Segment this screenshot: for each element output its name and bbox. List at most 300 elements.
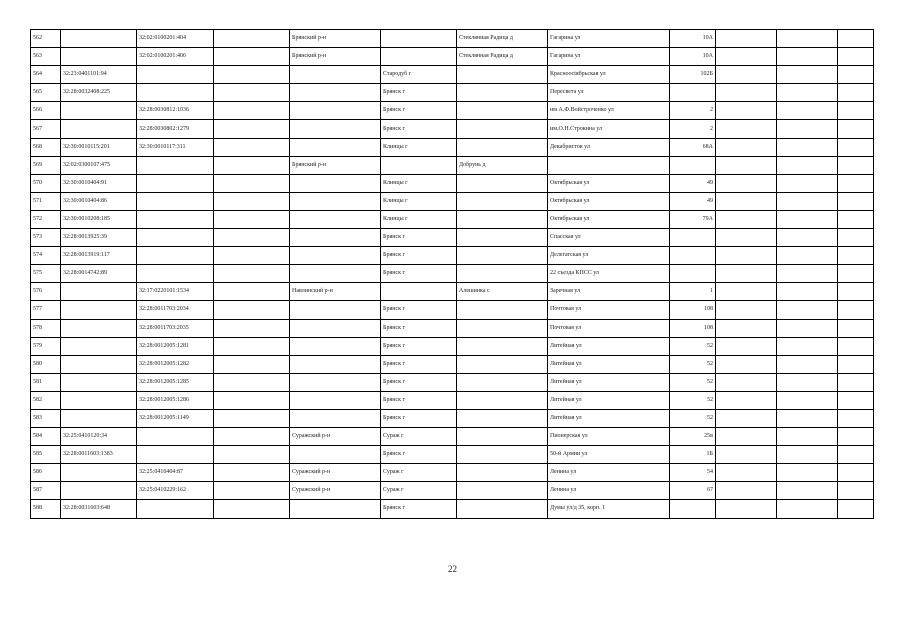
table-row [31, 48, 874, 66]
settlement-cell [457, 174, 548, 192]
blank-col-cell [214, 464, 290, 482]
cadastral-number-cell [61, 373, 137, 391]
row-number-cell: 569 [31, 156, 61, 174]
city-cell: Клинцы г [381, 192, 457, 210]
settlement-cell [457, 102, 548, 120]
extra-col-3-cell [838, 210, 874, 228]
street-cell: Литейная ул [548, 391, 670, 409]
extra-col-1-cell [716, 247, 777, 265]
street-cell: Спасская ул [548, 229, 670, 247]
district-cell [290, 192, 381, 210]
extra-col-1-cell [716, 30, 777, 48]
table-row [31, 355, 874, 373]
extra-col-2-cell [777, 446, 838, 464]
blank-col-cell [214, 210, 290, 228]
table-row [31, 138, 874, 156]
cadastral-number-cell: 32:28:0013919:117 [61, 247, 137, 265]
extra-col-2-cell [777, 355, 838, 373]
row-number-cell: 566 [31, 102, 61, 120]
blank-col-cell [214, 48, 290, 66]
extra-col-2-cell [777, 373, 838, 391]
house-number-cell: 2 [670, 102, 716, 120]
settlement-cell [457, 229, 548, 247]
city-cell: Брянск г [381, 500, 457, 518]
house-number-cell: 49 [670, 192, 716, 210]
cadastral-number-cell [61, 30, 137, 48]
blank-col-cell [214, 174, 290, 192]
row-number-cell: 567 [31, 120, 61, 138]
district-cell [290, 409, 381, 427]
district-cell [290, 229, 381, 247]
blank-col-cell [214, 283, 290, 301]
row-number-cell: 582 [31, 391, 61, 409]
blank-col-cell [214, 500, 290, 518]
city-cell: Брянск г [381, 229, 457, 247]
extra-col-2-cell [777, 210, 838, 228]
table-row [31, 30, 874, 48]
house-number-cell: 2 [670, 120, 716, 138]
row-number-cell: 576 [31, 283, 61, 301]
house-number-cell: 25в [670, 428, 716, 446]
blank-col-cell [214, 428, 290, 446]
settlement-cell [457, 337, 548, 355]
district-cell [290, 84, 381, 102]
house-number-cell [670, 84, 716, 102]
extra-col-2-cell [777, 102, 838, 120]
table-row [31, 120, 874, 138]
extra-col-3-cell [838, 247, 874, 265]
extra-col-3-cell [838, 409, 874, 427]
blank-col-cell [214, 337, 290, 355]
settlement-cell [457, 391, 548, 409]
extra-col-2-cell [777, 229, 838, 247]
blank-col-cell [214, 373, 290, 391]
district-cell [290, 337, 381, 355]
house-number-cell: 52 [670, 337, 716, 355]
street-cell: Красноoctябрьская ул [548, 66, 670, 84]
extra-col-2-cell [777, 48, 838, 66]
house-number-cell: 52 [670, 355, 716, 373]
settlement-cell [457, 319, 548, 337]
cadastral-number-alt-cell: 32:28:0012005:1281 [137, 337, 214, 355]
extra-col-2-cell [777, 337, 838, 355]
house-number-cell: 52 [670, 409, 716, 427]
extra-col-2-cell [777, 120, 838, 138]
city-cell: Брянск г [381, 120, 457, 138]
page-number: 22 [448, 564, 457, 574]
house-number-cell: 54 [670, 464, 716, 482]
extra-col-3-cell [838, 229, 874, 247]
district-cell [290, 355, 381, 373]
settlement-cell [457, 500, 548, 518]
street-cell: Литейная ул [548, 337, 670, 355]
extra-col-1-cell [716, 66, 777, 84]
city-cell [381, 156, 457, 174]
table-row [31, 391, 874, 409]
cadastral-number-alt-cell: 32:28:0012005:1286 [137, 391, 214, 409]
district-cell: Суражский р-н [290, 464, 381, 482]
cadastral-number-alt-cell [137, 247, 214, 265]
cadastral-number-cell [61, 391, 137, 409]
street-cell: Пионерская ул [548, 428, 670, 446]
extra-col-1-cell [716, 210, 777, 228]
district-cell [290, 120, 381, 138]
settlement-cell [457, 482, 548, 500]
city-cell: Брянск г [381, 247, 457, 265]
cadastral-number-cell: 32:30:0010404:86 [61, 192, 137, 210]
district-cell [290, 102, 381, 120]
cadastral-number-alt-cell: 32:28:0030812:1036 [137, 102, 214, 120]
extra-col-1-cell [716, 156, 777, 174]
street-cell: Литейная ул [548, 355, 670, 373]
city-cell: Брянск г [381, 337, 457, 355]
cadastral-number-cell [61, 120, 137, 138]
extra-col-3-cell [838, 482, 874, 500]
district-cell [290, 210, 381, 228]
settlement-cell: Алешинка с [457, 283, 548, 301]
cadastral-number-cell [61, 337, 137, 355]
district-cell [290, 66, 381, 84]
table-row [31, 464, 874, 482]
city-cell: Стародуб г [381, 66, 457, 84]
cadastral-number-cell: 32:02:0300107:475 [61, 156, 137, 174]
extra-col-3-cell [838, 500, 874, 518]
table-row [31, 192, 874, 210]
table-row [31, 84, 874, 102]
extra-col-1-cell [716, 192, 777, 210]
table-row [31, 482, 874, 500]
blank-col-cell [214, 319, 290, 337]
extra-col-1-cell [716, 229, 777, 247]
extra-col-2-cell [777, 428, 838, 446]
row-number-cell: 581 [31, 373, 61, 391]
city-cell [381, 283, 457, 301]
table-row [31, 210, 874, 228]
extra-col-2-cell [777, 84, 838, 102]
cadastral-number-cell: 32:28:0011603:1383 [61, 446, 137, 464]
house-number-cell: 49 [670, 174, 716, 192]
row-number-cell: 587 [31, 482, 61, 500]
extra-col-2-cell [777, 283, 838, 301]
street-cell: Литейная ул [548, 373, 670, 391]
extra-col-3-cell [838, 66, 874, 84]
settlement-cell: Добрунь д [457, 156, 548, 174]
table-row [31, 174, 874, 192]
cadastral-number-alt-cell [137, 500, 214, 518]
cadastral-number-alt-cell [137, 84, 214, 102]
settlement-cell [457, 120, 548, 138]
blank-col-cell [214, 301, 290, 319]
extra-col-1-cell [716, 355, 777, 373]
house-number-cell: 108 [670, 319, 716, 337]
city-cell: Брянск г [381, 301, 457, 319]
cadastral-number-cell [61, 409, 137, 427]
extra-col-2-cell [777, 500, 838, 518]
city-cell: Брянск г [381, 265, 457, 283]
house-number-cell: 52 [670, 373, 716, 391]
extra-col-1-cell [716, 409, 777, 427]
district-cell [290, 174, 381, 192]
extra-col-1-cell [716, 428, 777, 446]
street-cell: Октябрьская ул [548, 210, 670, 228]
table-body [31, 30, 874, 519]
cadastral-number-cell: 32:28:0013925:39 [61, 229, 137, 247]
blank-col-cell [214, 156, 290, 174]
district-cell: Навлинский р-н [290, 283, 381, 301]
district-cell [290, 500, 381, 518]
table-row [31, 265, 874, 283]
cadastral-number-cell [61, 355, 137, 373]
district-cell: Суражский р-н [290, 428, 381, 446]
blank-col-cell [214, 66, 290, 84]
street-cell: им.О.Н.Строкина ул [548, 120, 670, 138]
extra-col-3-cell [838, 301, 874, 319]
street-cell [548, 156, 670, 174]
street-cell: Заречная ул [548, 283, 670, 301]
district-cell: Брянский р-н [290, 156, 381, 174]
extra-col-1-cell [716, 48, 777, 66]
row-number-cell: 571 [31, 192, 61, 210]
street-cell: Почтовая ул [548, 319, 670, 337]
extra-col-1-cell [716, 446, 777, 464]
settlement-cell [457, 355, 548, 373]
settlement-cell [457, 301, 548, 319]
street-cell: Гагарина ул [548, 48, 670, 66]
row-number-cell: 565 [31, 84, 61, 102]
street-cell: Ленина ул [548, 482, 670, 500]
cadastral-number-cell [61, 319, 137, 337]
extra-col-2-cell [777, 319, 838, 337]
house-number-cell: 68А [670, 138, 716, 156]
blank-col-cell [214, 446, 290, 464]
city-cell: Брянск г [381, 391, 457, 409]
extra-col-3-cell [838, 446, 874, 464]
extra-col-1-cell [716, 265, 777, 283]
extra-col-2-cell [777, 30, 838, 48]
city-cell: Брянск г [381, 446, 457, 464]
extra-col-1-cell [716, 174, 777, 192]
extra-col-3-cell [838, 120, 874, 138]
cadastral-number-cell [61, 464, 137, 482]
settlement-cell [457, 265, 548, 283]
city-cell: Брянск г [381, 355, 457, 373]
extra-col-2-cell [777, 301, 838, 319]
extra-col-1-cell [716, 373, 777, 391]
settlement-cell [457, 192, 548, 210]
table-row [31, 156, 874, 174]
extra-col-3-cell [838, 174, 874, 192]
extra-col-1-cell [716, 464, 777, 482]
city-cell: Клинцы г [381, 174, 457, 192]
cadastral-number-alt-cell: 32:30:0010117:311 [137, 138, 214, 156]
cadastral-number-cell [61, 482, 137, 500]
extra-col-1-cell [716, 482, 777, 500]
house-number-cell: 79А [670, 210, 716, 228]
city-cell: Брянск г [381, 373, 457, 391]
settlement-cell [457, 446, 548, 464]
city-cell: Сураж г [381, 428, 457, 446]
city-cell: Клинцы г [381, 210, 457, 228]
cadastral-number-alt-cell: 32:28:0030802:1279 [137, 120, 214, 138]
extra-col-2-cell [777, 391, 838, 409]
blank-col-cell [214, 482, 290, 500]
row-number-cell: 577 [31, 301, 61, 319]
table-row [31, 66, 874, 84]
extra-col-3-cell [838, 283, 874, 301]
city-cell: Брянск г [381, 102, 457, 120]
city-cell [381, 30, 457, 48]
extra-col-3-cell [838, 30, 874, 48]
table-row [31, 373, 874, 391]
cadastral-number-cell [61, 48, 137, 66]
cadastral-number-alt-cell: 32:02:0100201:406 [137, 48, 214, 66]
blank-col-cell [214, 138, 290, 156]
street-cell: Пересвета ул [548, 84, 670, 102]
settlement-cell [457, 66, 548, 84]
district-cell [290, 373, 381, 391]
table-row [31, 301, 874, 319]
row-number-cell: 584 [31, 428, 61, 446]
district-cell: Брянский р-н [290, 48, 381, 66]
extra-col-2-cell [777, 464, 838, 482]
extra-col-1-cell [716, 120, 777, 138]
district-cell: Брянский р-н [290, 30, 381, 48]
street-cell: Декабристов ул [548, 138, 670, 156]
extra-col-1-cell [716, 102, 777, 120]
house-number-cell [670, 229, 716, 247]
extra-col-3-cell [838, 84, 874, 102]
cadastral-number-cell: 32:28:0014742:89 [61, 265, 137, 283]
city-cell: Брянск г [381, 319, 457, 337]
cadastral-number-cell: 32:23:0401101:94 [61, 66, 137, 84]
cadastral-number-alt-cell [137, 156, 214, 174]
street-cell: Ленина ул [548, 464, 670, 482]
city-cell: Брянск г [381, 409, 457, 427]
cadastral-number-alt-cell: 32:28:0011703:2034 [137, 301, 214, 319]
cadastral-number-alt-cell: 32:17:0220101:1534 [137, 283, 214, 301]
table-row [31, 409, 874, 427]
house-number-cell: 52 [670, 391, 716, 409]
row-number-cell: 568 [31, 138, 61, 156]
settlement-cell [457, 210, 548, 228]
row-number-cell: 564 [31, 66, 61, 84]
city-cell: Клинцы г [381, 138, 457, 156]
extra-col-3-cell [838, 156, 874, 174]
house-number-cell [670, 247, 716, 265]
cadastral-number-alt-cell: 32:25:0410404:87 [137, 464, 214, 482]
cadastral-number-cell: 32:25:0410120:34 [61, 428, 137, 446]
blank-col-cell [214, 120, 290, 138]
house-number-cell: 102Б [670, 66, 716, 84]
cadastral-number-alt-cell [137, 174, 214, 192]
extra-col-2-cell [777, 247, 838, 265]
table-row [31, 337, 874, 355]
row-number-cell: 585 [31, 446, 61, 464]
street-cell: Думы ул/д 35, корп. 1 [548, 500, 670, 518]
settlement-cell: Стеклянная Радица д [457, 30, 548, 48]
row-number-cell: 583 [31, 409, 61, 427]
settlement-cell [457, 464, 548, 482]
house-number-cell: 10А [670, 30, 716, 48]
district-cell [290, 247, 381, 265]
cadastral-number-alt-cell: 32:28:0012005:1282 [137, 355, 214, 373]
cadastral-number-cell: 32:30:0010404:91 [61, 174, 137, 192]
cadastral-number-cell: 32:28:0031603:648 [61, 500, 137, 518]
table-row [31, 229, 874, 247]
blank-col-cell [214, 30, 290, 48]
house-number-cell: 10А [670, 48, 716, 66]
row-number-cell: 580 [31, 355, 61, 373]
city-cell: Брянск г [381, 84, 457, 102]
cadastral-number-alt-cell [137, 66, 214, 84]
extra-col-3-cell [838, 319, 874, 337]
blank-col-cell [214, 265, 290, 283]
extra-col-3-cell [838, 337, 874, 355]
blank-col-cell [214, 229, 290, 247]
settlement-cell [457, 409, 548, 427]
street-cell: Делегатская ул [548, 247, 670, 265]
settlement-cell [457, 84, 548, 102]
settlement-cell [457, 247, 548, 265]
cadastral-number-alt-cell: 32:28:0012005:1285 [137, 373, 214, 391]
row-number-cell: 579 [31, 337, 61, 355]
cadastral-number-cell: 32:28:0032408:225 [61, 84, 137, 102]
cadastral-number-alt-cell: 32:02:0100201:404 [137, 30, 214, 48]
extra-col-3-cell [838, 48, 874, 66]
extra-col-2-cell [777, 156, 838, 174]
extra-col-3-cell [838, 102, 874, 120]
blank-col-cell [214, 247, 290, 265]
cadastral-number-alt-cell [137, 229, 214, 247]
extra-col-1-cell [716, 301, 777, 319]
cadastral-number-alt-cell [137, 210, 214, 228]
extra-col-3-cell [838, 138, 874, 156]
extra-col-2-cell [777, 409, 838, 427]
cadastral-number-alt-cell: 32:28:0012005:1149 [137, 409, 214, 427]
cadastral-number-alt-cell [137, 446, 214, 464]
district-cell [290, 301, 381, 319]
settlement-cell [457, 428, 548, 446]
street-cell: 22 съезда КПСС ул [548, 265, 670, 283]
cadastral-number-alt-cell: 32:25:0410229:162 [137, 482, 214, 500]
settlement-cell [457, 138, 548, 156]
district-cell [290, 138, 381, 156]
extra-col-2-cell [777, 138, 838, 156]
district-cell: Суражский р-н [290, 482, 381, 500]
extra-col-2-cell [777, 192, 838, 210]
table-row [31, 283, 874, 301]
extra-col-1-cell [716, 283, 777, 301]
table-row [31, 102, 874, 120]
row-number-cell: 588 [31, 500, 61, 518]
extra-col-1-cell [716, 138, 777, 156]
street-cell: Почтовая ул [548, 301, 670, 319]
cadastral-number-cell [61, 283, 137, 301]
city-cell [381, 48, 457, 66]
row-number-cell: 578 [31, 319, 61, 337]
extra-col-2-cell [777, 66, 838, 84]
row-number-cell: 572 [31, 210, 61, 228]
cadastral-number-alt-cell [137, 428, 214, 446]
extra-col-3-cell [838, 265, 874, 283]
row-number-cell: 563 [31, 48, 61, 66]
settlement-cell: Стеклянная Радица д [457, 48, 548, 66]
district-cell [290, 319, 381, 337]
extra-col-3-cell [838, 391, 874, 409]
table-row [31, 319, 874, 337]
street-cell: Октябрьская ул [548, 174, 670, 192]
street-cell: 50-й Армии ул [548, 446, 670, 464]
